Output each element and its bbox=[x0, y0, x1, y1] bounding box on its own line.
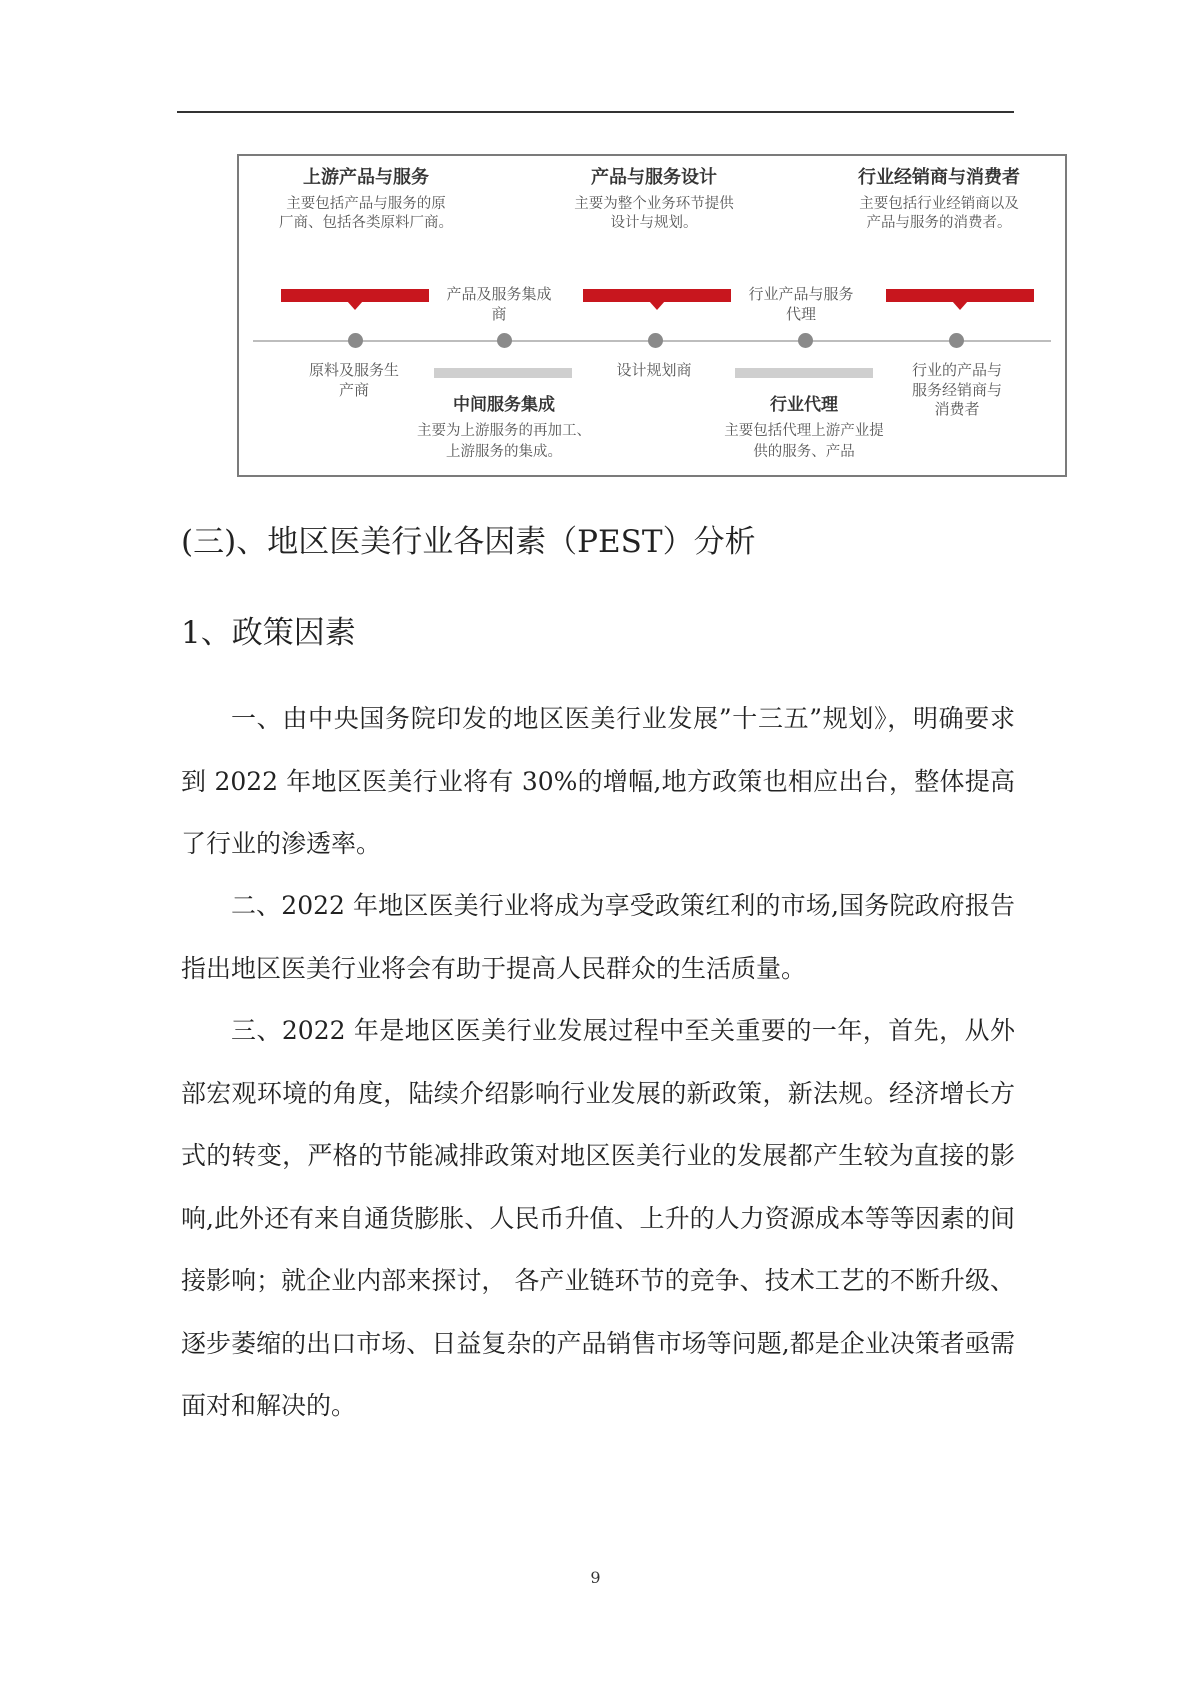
stage-distributors-title: 行业经销商与消费者 bbox=[858, 167, 1020, 188]
stage-upstream-desc-1: 主要包括产品与服务的原 bbox=[286, 196, 446, 213]
label-agent bbox=[731, 285, 871, 324]
gray-bar-agency bbox=[735, 368, 873, 378]
industry-chain-diagram bbox=[237, 154, 1067, 477]
section-heading: (三)、地区医美行业各因素（PEST）分析 bbox=[181, 524, 756, 560]
stage-integration-title: 中间服务集成 bbox=[453, 395, 555, 415]
node-distributor-line-1: 行业的产品与 bbox=[911, 361, 1002, 379]
label-integrator-line-1: 产品及服务集成 bbox=[446, 285, 552, 303]
stage-distributors-desc-1: 主要包括行业经销商以及 bbox=[859, 196, 1019, 213]
timeline-dot-3 bbox=[648, 333, 663, 348]
label-integrator-line-2: 商 bbox=[491, 304, 507, 323]
stage-upstream-desc-2: 厂商、包括各类原料厂商。 bbox=[279, 215, 453, 232]
stage-integration bbox=[384, 394, 624, 462]
stage-integration-desc-2: 上游服务的集成。 bbox=[446, 443, 562, 460]
page-number: 9 bbox=[590, 1568, 601, 1587]
stage-integration-desc-1: 主要为上游服务的再加工、 bbox=[417, 423, 591, 440]
stage-design-desc-1: 主要为整个业务环节提供 bbox=[574, 196, 734, 213]
paragraph-3: 三、2022 年是地区医美行业发展过程中至关重要的一年，首先，从外部宏观环境的角度，陆续介绍影响行业发展的新政策，新法规。经济增长方式的转变，严格的节能减排政策对地区医美行业的发展都产生较为直接的影响,此外还有来自通货膨胀、人民币升值、上升的人力资源成本等等因素的间接影响；就企业内部来探讨， 各产业链环节的竞争、技术工艺的不断升级、逐步萎缩的出口市场、日益复杂的产品销售市场等问题,都是企业决策者亟需面对和解决的。 bbox=[181, 1016, 1015, 1420]
paragraph-1: 一、由中央国务院印发的地区医美行业发展”十三五”规划》，明确要求到 2022 年地区医美行业将有 30%的增幅,地方政策也相应出台，整体提高了行业的渗透率。 bbox=[181, 704, 1015, 858]
stage-agency-desc-1: 主要包括代理上游产业提 bbox=[724, 423, 884, 440]
header-rule bbox=[177, 111, 1014, 113]
node-distributor-line-3: 消费者 bbox=[934, 400, 980, 418]
red-notch-distributors bbox=[952, 301, 968, 310]
stage-upstream bbox=[241, 166, 491, 233]
stage-distributors-desc-2: 产品与服务的消费者。 bbox=[866, 215, 1012, 232]
stage-design bbox=[529, 166, 779, 233]
stage-distributors bbox=[814, 166, 1064, 233]
node-distributor-line-2: 服务经销商与 bbox=[911, 380, 1002, 399]
node-designer bbox=[594, 361, 714, 381]
red-notch-design bbox=[649, 301, 665, 310]
stage-agency-title: 行业代理 bbox=[770, 395, 838, 415]
timeline-dot-4 bbox=[798, 333, 813, 348]
stage-agency-desc-2: 供的服务、产品 bbox=[753, 443, 855, 460]
stage-upstream-title: 上游产品与服务 bbox=[303, 167, 429, 188]
stage-design-title: 产品与服务设计 bbox=[591, 167, 717, 188]
stage-agency bbox=[684, 394, 924, 462]
label-agent-line-1: 行业产品与服务 bbox=[748, 285, 854, 303]
label-agent-line-2: 代理 bbox=[785, 304, 816, 323]
label-integrator bbox=[429, 285, 569, 324]
timeline-dot-5 bbox=[949, 333, 964, 348]
stage-design-desc-2: 设计与规划。 bbox=[610, 215, 698, 232]
node-designer-line-1: 设计规划商 bbox=[616, 361, 692, 379]
red-notch-upstream bbox=[347, 301, 363, 310]
node-raw-material-line-2: 产商 bbox=[338, 380, 369, 399]
timeline-dot-1 bbox=[348, 333, 363, 348]
node-raw-material-line-1: 原料及服务生 bbox=[308, 361, 399, 379]
paragraph-2: 二、2022 年地区医美行业将成为享受政策红利的市场,国务院政府报告指出地区医美行业将会有助于提高人民群众的生活质量。 bbox=[181, 891, 1015, 983]
timeline-dot-2 bbox=[497, 333, 512, 348]
gray-bar-integration bbox=[434, 368, 572, 378]
sub-heading: 1、政策因素 bbox=[181, 615, 356, 651]
